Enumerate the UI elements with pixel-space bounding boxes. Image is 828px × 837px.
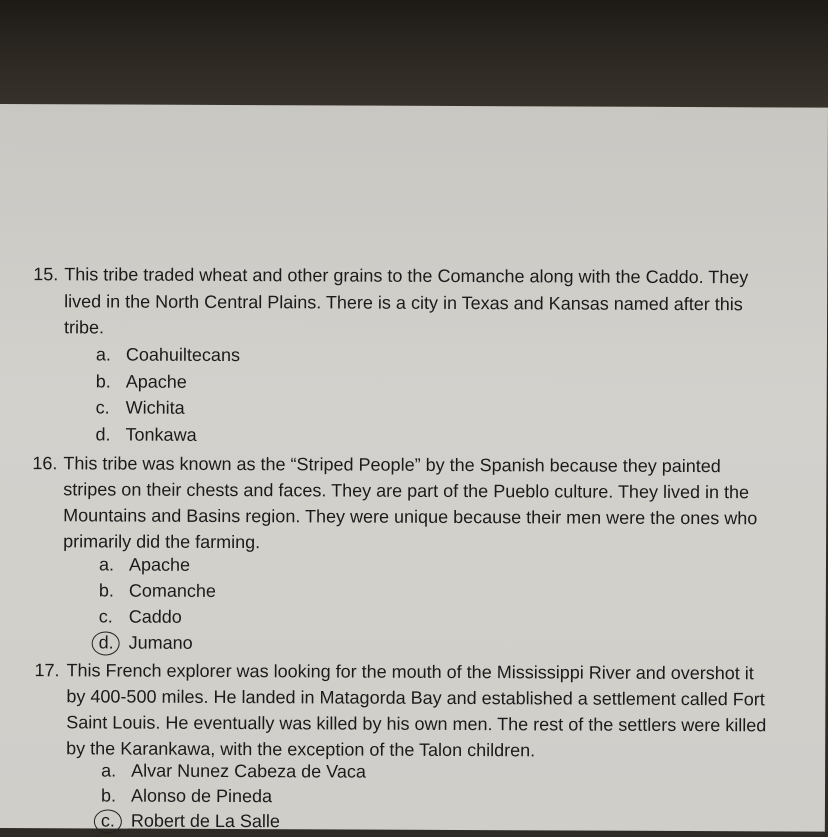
option-letter: d.	[98, 632, 114, 653]
option-text: Apache	[125, 371, 187, 392]
option-letter: a.	[101, 760, 117, 781]
question-text-line: This French explorer was looking for the mouth of the Mississippi River and overshot it	[66, 660, 754, 684]
option-text: Apache	[128, 554, 191, 575]
question-text-line: tribe.	[63, 317, 105, 338]
question-text-line: primarily did the farming.	[63, 531, 261, 553]
option-letter: a.	[98, 554, 115, 575]
option-letter: c.	[100, 810, 115, 831]
option-text: Comanche	[128, 580, 216, 601]
option-letter: b.	[98, 580, 114, 601]
worksheet-paper	[0, 104, 828, 832]
question-text-line: This tribe was known as the “Striped People” by the Spanish because they painted	[63, 453, 721, 477]
question-text-line: Saint Louis. He eventually was killed by his own men. The rest of the settlers were killed	[66, 712, 767, 736]
option-text: Robert de La Salle	[130, 810, 281, 832]
question-text-line: stripes on their chests and faces. They are part of the Pueblo culture. They lived in the	[63, 479, 750, 503]
option-letter: c.	[98, 606, 113, 627]
option-text: Alvar Nunez Cabeza de Vaca	[131, 760, 366, 782]
option-text: Caddo	[128, 606, 182, 627]
question-text-line: by the Karankawa, with the exception of the Talon children.	[66, 738, 536, 761]
question-number: 16.	[32, 453, 58, 474]
option-text: Jumano	[128, 632, 193, 653]
option-letter: a.	[95, 344, 111, 365]
question-text-line: by 400-500 miles. He landed in Matagorda Bay and established a settlement called Fort	[66, 686, 765, 710]
option-text: Wichita	[125, 397, 185, 418]
question-text-line: This tribe traded wheat and other grains to the Comanche along with the Caddo. They	[64, 264, 749, 288]
option-letter: c.	[95, 397, 110, 418]
question-text-line: lived in the North Central Plains. There is a city in Texas and Kansas named after this	[64, 291, 743, 315]
option-text: Alonso de Pineda	[130, 785, 273, 807]
option-letter: b.	[95, 371, 111, 392]
option-text: Coahuiltecans	[125, 344, 241, 366]
option-letter: b.	[100, 785, 117, 806]
question-number: 17.	[34, 660, 60, 681]
option-text: Tonkawa	[125, 424, 197, 445]
question-text-line: Mountains and Basins region. They were unique because their men were the ones who	[63, 505, 758, 529]
option-letter: d.	[95, 424, 111, 445]
desk-background	[0, 0, 828, 120]
question-number: 15.	[33, 264, 59, 285]
